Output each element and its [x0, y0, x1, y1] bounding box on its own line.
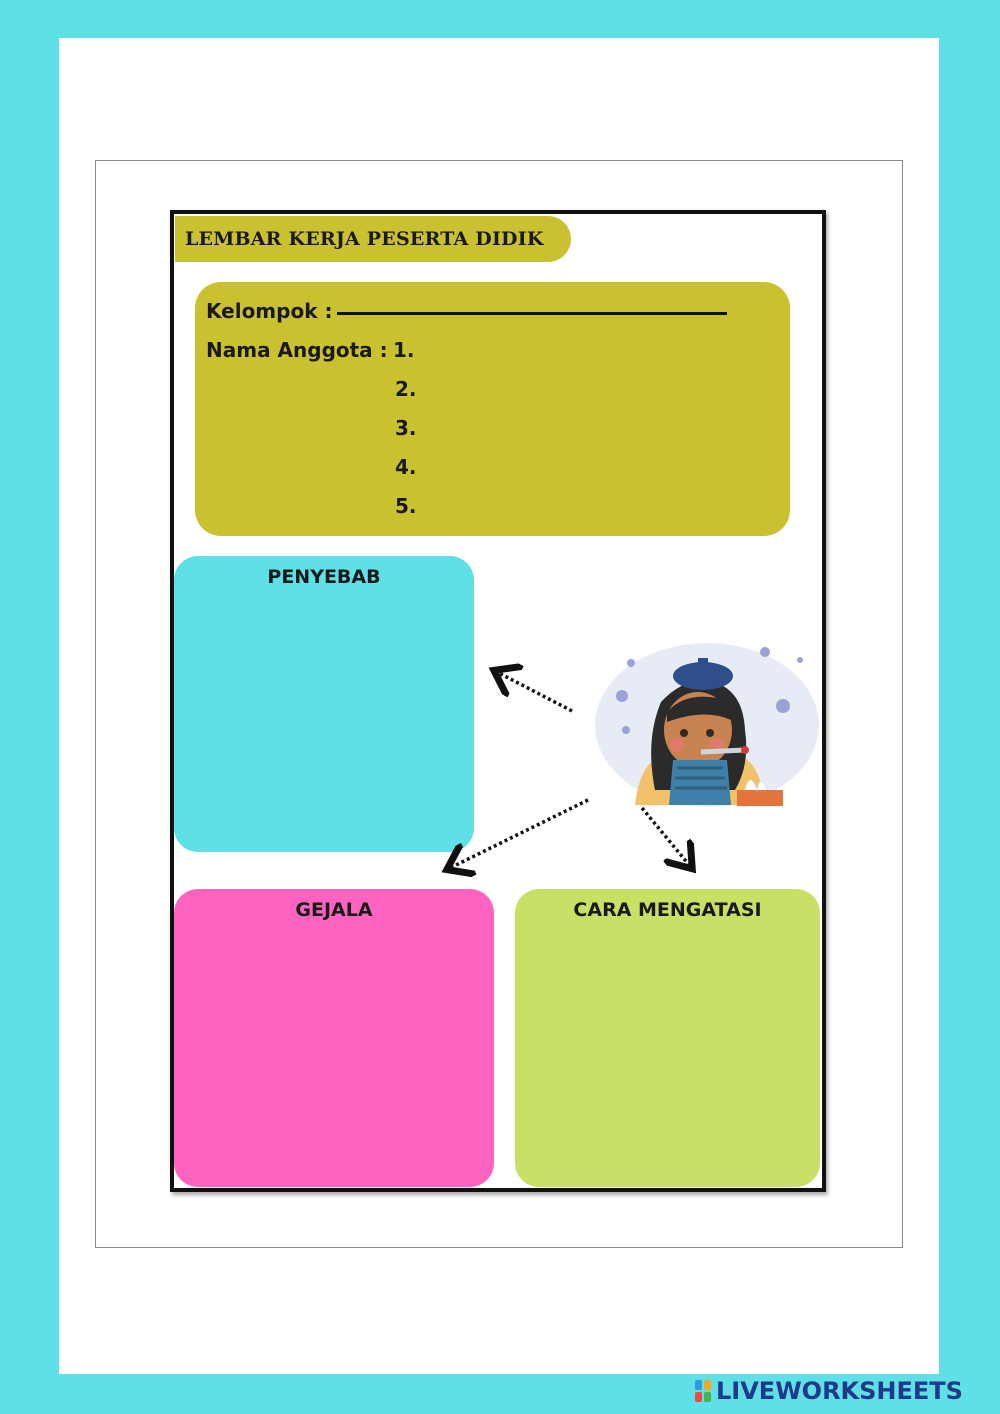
arrow-to-cara [642, 808, 690, 866]
arrow-to-gejala [450, 800, 588, 868]
member-number-5: 5. [395, 494, 417, 518]
gejala-title: GEJALA [295, 899, 373, 921]
liveworksheets-logo[interactable] [694, 1376, 963, 1406]
cara-mengatasi-title: CARA MENGATASI [573, 899, 762, 921]
member-number-1: 1. [393, 338, 415, 362]
logo-text: LIVEWORKSHEETS [716, 1377, 963, 1405]
member-number-3: 3. [395, 416, 417, 440]
member-number-4: 4. [395, 455, 417, 479]
worksheet-title: LEMBAR KERJA PESERTA DIDIK [185, 228, 544, 250]
member-number-2: 2. [395, 377, 417, 401]
arrow-to-penyebab [497, 672, 572, 711]
sick-girl-illustration-icon [585, 630, 825, 810]
members-label: Nama Anggota : [206, 338, 388, 362]
penyebab-title: PENYEBAB [267, 566, 381, 588]
group-label: Kelompok : [206, 299, 333, 323]
logo-mark-icon [694, 1379, 712, 1403]
